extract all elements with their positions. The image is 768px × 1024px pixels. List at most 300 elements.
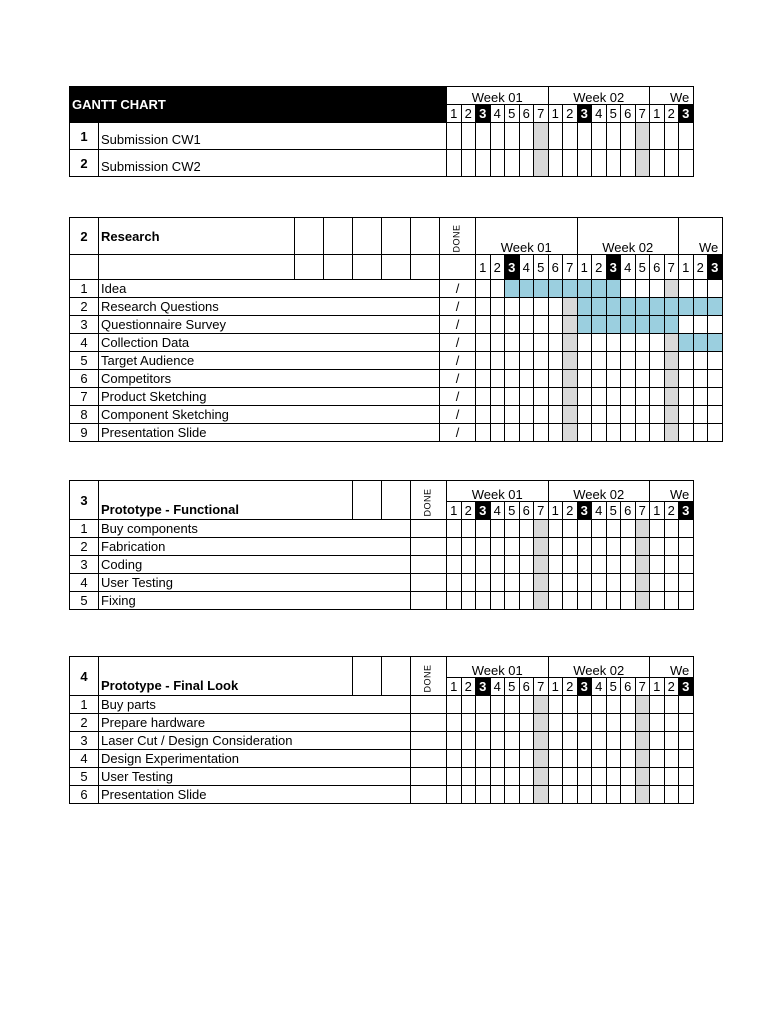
gantt-day-cell[interactable] <box>548 406 563 424</box>
gantt-day-cell[interactable] <box>635 280 650 298</box>
gantt-day-cell[interactable] <box>534 520 549 538</box>
gantt-day-cell[interactable] <box>563 750 578 768</box>
gantt-day-cell[interactable] <box>476 574 491 592</box>
gantt-day-cell[interactable] <box>534 388 549 406</box>
gantt-day-cell[interactable] <box>664 538 679 556</box>
gantt-day-cell[interactable] <box>650 592 665 610</box>
gantt-day-cell[interactable] <box>490 714 505 732</box>
gantt-day-cell[interactable] <box>447 768 462 786</box>
gantt-day-cell[interactable] <box>635 424 650 442</box>
gantt-bar-cell[interactable] <box>664 316 679 334</box>
gantt-day-cell[interactable] <box>592 352 607 370</box>
task-done-mark[interactable]: / <box>440 316 476 334</box>
task-row[interactable] <box>70 750 694 768</box>
gantt-day-cell[interactable] <box>577 768 592 786</box>
gantt-day-cell[interactable] <box>679 592 694 610</box>
gantt-day-cell[interactable] <box>505 696 520 714</box>
task-row[interactable] <box>70 280 723 298</box>
gantt-day-cell[interactable] <box>505 750 520 768</box>
gantt-day-cell[interactable] <box>693 352 708 370</box>
gantt-day-cell[interactable] <box>490 574 505 592</box>
gantt-day-cell[interactable] <box>635 150 650 177</box>
gantt-day-cell[interactable] <box>490 150 505 177</box>
gantt-day-cell[interactable] <box>635 768 650 786</box>
gantt-day-cell[interactable] <box>577 750 592 768</box>
gantt-day-cell[interactable] <box>490 352 505 370</box>
gantt-day-cell[interactable] <box>563 406 578 424</box>
gantt-day-cell[interactable] <box>621 750 636 768</box>
gantt-day-cell[interactable] <box>563 123 578 150</box>
gantt-day-cell[interactable] <box>577 150 592 177</box>
gantt-day-cell[interactable] <box>490 538 505 556</box>
gantt-day-cell[interactable] <box>606 750 621 768</box>
gantt-day-cell[interactable] <box>650 123 665 150</box>
gantt-day-cell[interactable] <box>679 123 694 150</box>
gantt-day-cell[interactable] <box>534 334 549 352</box>
gantt-day-cell[interactable] <box>664 424 679 442</box>
gantt-day-cell[interactable] <box>476 768 491 786</box>
gantt-day-cell[interactable] <box>635 556 650 574</box>
gantt-day-cell[interactable] <box>606 786 621 804</box>
gantt-day-cell[interactable] <box>635 388 650 406</box>
gantt-bar-cell[interactable] <box>577 298 592 316</box>
gantt-day-cell[interactable] <box>548 592 563 610</box>
gantt-day-cell[interactable] <box>621 123 636 150</box>
task-row[interactable] <box>70 388 723 406</box>
gantt-day-cell[interactable] <box>476 556 491 574</box>
gantt-day-cell[interactable] <box>664 714 679 732</box>
gantt-day-cell[interactable] <box>447 732 462 750</box>
gantt-day-cell[interactable] <box>679 538 694 556</box>
gantt-day-cell[interactable] <box>563 370 578 388</box>
gantt-day-cell[interactable] <box>476 786 491 804</box>
gantt-day-cell[interactable] <box>693 280 708 298</box>
gantt-day-cell[interactable] <box>577 786 592 804</box>
gantt-day-cell[interactable] <box>592 150 607 177</box>
gantt-day-cell[interactable] <box>577 370 592 388</box>
task-done-mark[interactable] <box>411 714 447 732</box>
gantt-day-cell[interactable] <box>592 123 607 150</box>
gantt-day-cell[interactable] <box>621 592 636 610</box>
gantt-day-cell[interactable] <box>635 574 650 592</box>
gantt-day-cell[interactable] <box>664 786 679 804</box>
task-done-mark[interactable]: / <box>440 334 476 352</box>
gantt-day-cell[interactable] <box>548 732 563 750</box>
gantt-day-cell[interactable] <box>476 150 491 177</box>
gantt-day-cell[interactable] <box>635 538 650 556</box>
gantt-day-cell[interactable] <box>490 520 505 538</box>
gantt-day-cell[interactable] <box>621 520 636 538</box>
gantt-day-cell[interactable] <box>664 334 679 352</box>
gantt-day-cell[interactable] <box>708 388 723 406</box>
task-row[interactable] <box>70 592 694 610</box>
task-row[interactable] <box>70 768 694 786</box>
gantt-day-cell[interactable] <box>476 123 491 150</box>
gantt-day-cell[interactable] <box>708 406 723 424</box>
gantt-day-cell[interactable] <box>447 574 462 592</box>
gantt-day-cell[interactable] <box>650 556 665 574</box>
gantt-day-cell[interactable] <box>563 786 578 804</box>
gantt-day-cell[interactable] <box>635 786 650 804</box>
gantt-bar-cell[interactable] <box>592 298 607 316</box>
gantt-day-cell[interactable] <box>563 352 578 370</box>
gantt-day-cell[interactable] <box>461 520 476 538</box>
gantt-day-cell[interactable] <box>664 388 679 406</box>
gantt-bar-cell[interactable] <box>505 280 520 298</box>
gantt-day-cell[interactable] <box>490 592 505 610</box>
gantt-day-cell[interactable] <box>461 750 476 768</box>
gantt-day-cell[interactable] <box>635 750 650 768</box>
gantt-day-cell[interactable] <box>664 123 679 150</box>
gantt-day-cell[interactable] <box>519 352 534 370</box>
gantt-day-cell[interactable] <box>592 334 607 352</box>
gantt-day-cell[interactable] <box>679 388 694 406</box>
gantt-day-cell[interactable] <box>534 768 549 786</box>
gantt-bar-cell[interactable] <box>606 316 621 334</box>
task-done-mark[interactable] <box>411 732 447 750</box>
gantt-day-cell[interactable] <box>621 334 636 352</box>
task-done-mark[interactable] <box>411 556 447 574</box>
gantt-day-cell[interactable] <box>577 592 592 610</box>
task-done-mark[interactable] <box>411 592 447 610</box>
gantt-day-cell[interactable] <box>505 574 520 592</box>
gantt-day-cell[interactable] <box>476 352 491 370</box>
task-row[interactable] <box>70 352 723 370</box>
gantt-bar-cell[interactable] <box>679 298 694 316</box>
gantt-day-cell[interactable] <box>606 556 621 574</box>
gantt-day-cell[interactable] <box>679 406 694 424</box>
gantt-day-cell[interactable] <box>563 556 578 574</box>
gantt-day-cell[interactable] <box>664 592 679 610</box>
gantt-day-cell[interactable] <box>490 768 505 786</box>
gantt-day-cell[interactable] <box>476 316 491 334</box>
gantt-day-cell[interactable] <box>461 150 476 177</box>
gantt-bar-cell[interactable] <box>635 298 650 316</box>
gantt-day-cell[interactable] <box>592 370 607 388</box>
gantt-day-cell[interactable] <box>621 556 636 574</box>
gantt-day-cell[interactable] <box>548 714 563 732</box>
gantt-day-cell[interactable] <box>490 732 505 750</box>
gantt-day-cell[interactable] <box>490 424 505 442</box>
gantt-day-cell[interactable] <box>534 696 549 714</box>
task-done-mark[interactable]: / <box>440 280 476 298</box>
gantt-day-cell[interactable] <box>621 424 636 442</box>
gantt-day-cell[interactable] <box>519 520 534 538</box>
gantt-day-cell[interactable] <box>621 574 636 592</box>
gantt-day-cell[interactable] <box>664 696 679 714</box>
gantt-day-cell[interactable] <box>447 714 462 732</box>
gantt-day-cell[interactable] <box>635 352 650 370</box>
gantt-day-cell[interactable] <box>563 520 578 538</box>
gantt-day-cell[interactable] <box>505 352 520 370</box>
gantt-day-cell[interactable] <box>548 388 563 406</box>
gantt-day-cell[interactable] <box>635 520 650 538</box>
gantt-day-cell[interactable] <box>635 123 650 150</box>
gantt-day-cell[interactable] <box>606 334 621 352</box>
gantt-day-cell[interactable] <box>621 388 636 406</box>
gantt-bar-cell[interactable] <box>592 280 607 298</box>
gantt-bar-cell[interactable] <box>577 280 592 298</box>
gantt-bar-cell[interactable] <box>650 298 665 316</box>
gantt-day-cell[interactable] <box>461 592 476 610</box>
gantt-day-cell[interactable] <box>679 696 694 714</box>
gantt-day-cell[interactable] <box>447 123 462 150</box>
gantt-day-cell[interactable] <box>519 316 534 334</box>
task-done-mark[interactable] <box>411 520 447 538</box>
gantt-day-cell[interactable] <box>679 520 694 538</box>
gantt-day-cell[interactable] <box>577 520 592 538</box>
gantt-day-cell[interactable] <box>461 538 476 556</box>
gantt-day-cell[interactable] <box>577 334 592 352</box>
gantt-day-cell[interactable] <box>592 424 607 442</box>
gantt-day-cell[interactable] <box>577 538 592 556</box>
gantt-day-cell[interactable] <box>606 370 621 388</box>
gantt-day-cell[interactable] <box>505 538 520 556</box>
gantt-day-cell[interactable] <box>548 352 563 370</box>
task-row[interactable] <box>70 574 694 592</box>
task-done-mark[interactable]: / <box>440 406 476 424</box>
gantt-day-cell[interactable] <box>563 592 578 610</box>
gantt-day-cell[interactable] <box>505 768 520 786</box>
gantt-day-cell[interactable] <box>548 768 563 786</box>
gantt-day-cell[interactable] <box>534 786 549 804</box>
gantt-bar-cell[interactable] <box>592 316 607 334</box>
gantt-bar-cell[interactable] <box>548 280 563 298</box>
gantt-day-cell[interactable] <box>592 592 607 610</box>
gantt-day-cell[interactable] <box>519 696 534 714</box>
gantt-day-cell[interactable] <box>534 574 549 592</box>
gantt-day-cell[interactable] <box>664 768 679 786</box>
gantt-day-cell[interactable] <box>519 732 534 750</box>
gantt-day-cell[interactable] <box>534 298 549 316</box>
gantt-day-cell[interactable] <box>635 406 650 424</box>
gantt-day-cell[interactable] <box>476 370 491 388</box>
gantt-day-cell[interactable] <box>476 334 491 352</box>
gantt-day-cell[interactable] <box>461 696 476 714</box>
gantt-day-cell[interactable] <box>447 556 462 574</box>
gantt-day-cell[interactable] <box>548 538 563 556</box>
gantt-day-cell[interactable] <box>563 298 578 316</box>
task-row[interactable] <box>70 556 694 574</box>
task-row[interactable] <box>70 334 723 352</box>
gantt-day-cell[interactable] <box>650 352 665 370</box>
gantt-day-cell[interactable] <box>548 786 563 804</box>
gantt-day-cell[interactable] <box>679 556 694 574</box>
gantt-day-cell[interactable] <box>476 406 491 424</box>
gantt-day-cell[interactable] <box>563 316 578 334</box>
gantt-day-cell[interactable] <box>519 123 534 150</box>
task-done-mark[interactable] <box>411 696 447 714</box>
gantt-day-cell[interactable] <box>606 592 621 610</box>
gantt-day-cell[interactable] <box>534 123 549 150</box>
gantt-day-cell[interactable] <box>592 750 607 768</box>
gantt-day-cell[interactable] <box>548 370 563 388</box>
gantt-day-cell[interactable] <box>650 370 665 388</box>
task-row[interactable] <box>70 538 694 556</box>
gantt-day-cell[interactable] <box>664 520 679 538</box>
gantt-day-cell[interactable] <box>650 750 665 768</box>
gantt-bar-cell[interactable] <box>621 316 636 334</box>
gantt-day-cell[interactable] <box>519 150 534 177</box>
gantt-day-cell[interactable] <box>592 556 607 574</box>
gantt-day-cell[interactable] <box>476 538 491 556</box>
task-done-mark[interactable] <box>411 786 447 804</box>
gantt-day-cell[interactable] <box>650 732 665 750</box>
gantt-day-cell[interactable] <box>592 538 607 556</box>
task-done-mark[interactable]: / <box>440 352 476 370</box>
gantt-day-cell[interactable] <box>490 750 505 768</box>
gantt-day-cell[interactable] <box>650 714 665 732</box>
gantt-day-cell[interactable] <box>621 370 636 388</box>
gantt-day-cell[interactable] <box>679 150 694 177</box>
gantt-day-cell[interactable] <box>650 406 665 424</box>
gantt-day-cell[interactable] <box>534 750 549 768</box>
gantt-day-cell[interactable] <box>693 370 708 388</box>
gantt-day-cell[interactable] <box>563 150 578 177</box>
gantt-day-cell[interactable] <box>490 406 505 424</box>
gantt-day-cell[interactable] <box>606 696 621 714</box>
gantt-bar-cell[interactable] <box>693 298 708 316</box>
gantt-day-cell[interactable] <box>548 696 563 714</box>
gantt-day-cell[interactable] <box>664 370 679 388</box>
gantt-day-cell[interactable] <box>563 768 578 786</box>
gantt-day-cell[interactable] <box>664 574 679 592</box>
gantt-day-cell[interactable] <box>534 714 549 732</box>
gantt-day-cell[interactable] <box>505 406 520 424</box>
gantt-day-cell[interactable] <box>621 714 636 732</box>
gantt-bar-cell[interactable] <box>693 334 708 352</box>
gantt-day-cell[interactable] <box>505 520 520 538</box>
gantt-day-cell[interactable] <box>447 592 462 610</box>
gantt-day-cell[interactable] <box>476 696 491 714</box>
task-row[interactable] <box>70 696 694 714</box>
gantt-day-cell[interactable] <box>476 298 491 316</box>
gantt-bar-cell[interactable] <box>708 334 723 352</box>
gantt-day-cell[interactable] <box>534 424 549 442</box>
task-row[interactable] <box>70 316 723 334</box>
task-row[interactable] <box>70 406 723 424</box>
gantt-day-cell[interactable] <box>606 714 621 732</box>
gantt-day-cell[interactable] <box>519 786 534 804</box>
gantt-day-cell[interactable] <box>461 556 476 574</box>
task-row[interactable] <box>70 298 723 316</box>
gantt-day-cell[interactable] <box>577 732 592 750</box>
gantt-day-cell[interactable] <box>447 538 462 556</box>
gantt-day-cell[interactable] <box>606 388 621 406</box>
gantt-day-cell[interactable] <box>592 732 607 750</box>
gantt-day-cell[interactable] <box>490 280 505 298</box>
gantt-day-cell[interactable] <box>519 750 534 768</box>
gantt-day-cell[interactable] <box>490 123 505 150</box>
gantt-day-cell[interactable] <box>635 334 650 352</box>
gantt-day-cell[interactable] <box>505 732 520 750</box>
gantt-day-cell[interactable] <box>563 388 578 406</box>
gantt-day-cell[interactable] <box>563 732 578 750</box>
gantt-day-cell[interactable] <box>650 280 665 298</box>
gantt-day-cell[interactable] <box>621 696 636 714</box>
task-done-mark[interactable] <box>411 768 447 786</box>
gantt-day-cell[interactable] <box>505 556 520 574</box>
gantt-day-cell[interactable] <box>519 592 534 610</box>
task-done-mark[interactable]: / <box>440 388 476 406</box>
gantt-day-cell[interactable] <box>563 424 578 442</box>
task-done-mark[interactable]: / <box>440 298 476 316</box>
gantt-day-cell[interactable] <box>548 150 563 177</box>
gantt-day-cell[interactable] <box>650 388 665 406</box>
gantt-day-cell[interactable] <box>519 298 534 316</box>
gantt-bar-cell[interactable] <box>621 298 636 316</box>
gantt-day-cell[interactable] <box>664 556 679 574</box>
gantt-day-cell[interactable] <box>606 123 621 150</box>
gantt-day-cell[interactable] <box>519 406 534 424</box>
gantt-day-cell[interactable] <box>461 714 476 732</box>
gantt-day-cell[interactable] <box>519 574 534 592</box>
gantt-day-cell[interactable] <box>679 750 694 768</box>
gantt-bar-cell[interactable] <box>606 298 621 316</box>
gantt-day-cell[interactable] <box>447 786 462 804</box>
task-row[interactable] <box>70 732 694 750</box>
gantt-day-cell[interactable] <box>664 150 679 177</box>
gantt-day-cell[interactable] <box>447 150 462 177</box>
gantt-day-cell[interactable] <box>664 280 679 298</box>
gantt-day-cell[interactable] <box>679 280 694 298</box>
gantt-day-cell[interactable] <box>606 424 621 442</box>
gantt-day-cell[interactable] <box>476 714 491 732</box>
gantt-day-cell[interactable] <box>461 123 476 150</box>
gantt-day-cell[interactable] <box>519 538 534 556</box>
gantt-day-cell[interactable] <box>635 592 650 610</box>
gantt-day-cell[interactable] <box>650 520 665 538</box>
gantt-day-cell[interactable] <box>548 520 563 538</box>
gantt-day-cell[interactable] <box>534 732 549 750</box>
gantt-day-cell[interactable] <box>650 574 665 592</box>
gantt-day-cell[interactable] <box>577 574 592 592</box>
gantt-day-cell[interactable] <box>548 750 563 768</box>
gantt-day-cell[interactable] <box>490 316 505 334</box>
task-done-mark[interactable] <box>411 538 447 556</box>
gantt-day-cell[interactable] <box>621 786 636 804</box>
gantt-day-cell[interactable] <box>534 592 549 610</box>
gantt-day-cell[interactable] <box>592 714 607 732</box>
gantt-bar-cell[interactable] <box>679 334 694 352</box>
task-row[interactable] <box>70 520 694 538</box>
gantt-day-cell[interactable] <box>577 556 592 574</box>
gantt-day-cell[interactable] <box>606 352 621 370</box>
gantt-day-cell[interactable] <box>650 334 665 352</box>
gantt-bar-cell[interactable] <box>650 316 665 334</box>
gantt-day-cell[interactable] <box>679 768 694 786</box>
gantt-day-cell[interactable] <box>708 370 723 388</box>
gantt-day-cell[interactable] <box>679 370 694 388</box>
gantt-day-cell[interactable] <box>708 316 723 334</box>
gantt-day-cell[interactable] <box>679 714 694 732</box>
gantt-day-cell[interactable] <box>592 388 607 406</box>
gantt-day-cell[interactable] <box>563 574 578 592</box>
gantt-bar-cell[interactable] <box>577 316 592 334</box>
gantt-day-cell[interactable] <box>548 298 563 316</box>
gantt-day-cell[interactable] <box>534 538 549 556</box>
gantt-day-cell[interactable] <box>693 424 708 442</box>
gantt-day-cell[interactable] <box>461 768 476 786</box>
gantt-day-cell[interactable] <box>519 334 534 352</box>
gantt-day-cell[interactable] <box>606 732 621 750</box>
gantt-day-cell[interactable] <box>505 334 520 352</box>
gantt-day-cell[interactable] <box>476 388 491 406</box>
gantt-day-cell[interactable] <box>635 370 650 388</box>
gantt-day-cell[interactable] <box>650 768 665 786</box>
gantt-day-cell[interactable] <box>490 556 505 574</box>
gantt-bar-cell[interactable] <box>534 280 549 298</box>
